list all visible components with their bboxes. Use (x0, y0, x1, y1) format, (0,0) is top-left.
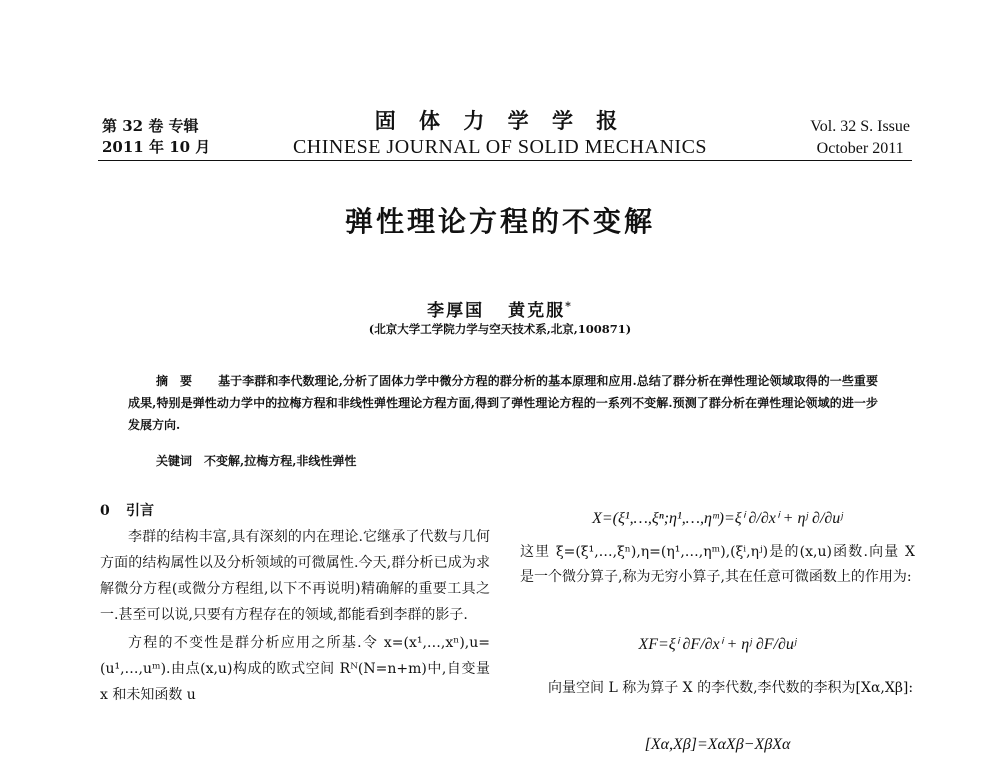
keywords-label: 关键词 (156, 454, 193, 468)
abstract-text: 基于李群和李代数理论,分析了固体力学中微分方程的群分析的基本原理和应用.总结了群分析在弹性理论领域取得的一些重要成果,特别是弹性动力学中的拉梅方程和非线性弹性理论方程方面,得到了弹性理论方程的一系列不变解.预测了群分析在弹性理论领域的进一步发展方向. (128, 374, 878, 432)
header-rule (98, 160, 912, 161)
keywords-text: 不变解,拉梅方程,非线性弹性 (204, 454, 357, 468)
paper-title: 弹性理论方程的不变解 (344, 205, 655, 238)
keywords (128, 450, 878, 472)
left-column (100, 500, 490, 708)
journal-name-en: CHINESE JOURNAL OF SOLID MECHANICS (292, 136, 708, 158)
journal-volume-info-en (810, 116, 910, 160)
body-paragraph: 这里 ξ=(ξ¹,…,ξⁿ),η=(η¹,…,ηᵐ),(ξⁱ,ηʲ)是的(x,u)函数.向量 X 是一个微分算子,称为无穷小算子,其在任意可微函数上的作用为: (520, 544, 915, 585)
volume-issue-en: Vol. 32 S. Issue (810, 118, 910, 135)
section-title: 引言 (126, 503, 154, 519)
journal-name-cn: 固 体 力 学 学 报 (374, 108, 626, 133)
publication-date-en: October 2011 (816, 140, 904, 157)
author-name: 黄克服 (508, 301, 566, 321)
author-list (0, 296, 1000, 321)
affiliation: (北京大学工学院力学与空天技术系,北京,100871) (368, 322, 632, 336)
body-paragraph: 李群的结构丰富,具有深刻的内在理论.它继承了代数与几何方面的结构属性以及分析领域的可微属性.今天,群分析已成为求解微分方程(或微分方程组,以下不再说明)精确解的重要工具之一.甚至可以说,只要有方程存在的领域,都能看到李群的影子. (100, 529, 490, 623)
body-paragraph: 向量空间 L 称为算子 X 的李代数,李代数的李积为[Xα,Xβ]: (548, 680, 914, 696)
equation-operator-x: X=(ξ¹,…,ξⁿ;η¹,…,ηᵐ)=ξⁱ ∂/∂xⁱ + ηʲ ∂/∂uʲ (592, 510, 843, 527)
equation-xf: XF=ξⁱ ∂F/∂xⁱ + ηʲ ∂F/∂uʲ (638, 636, 797, 653)
journal-volume-info (102, 116, 210, 158)
equation-lie-bracket: [Xα,Xβ]=XαXβ−XβXα (644, 736, 791, 753)
volume-issue: 第 32 卷 专辑 (102, 117, 199, 135)
body-paragraph: 方程的不变性是群分析应用之所基.令 x=(x¹,…,xⁿ),u=(u¹,…,uᵐ).由点(x,u)构成的欧式空间 Rᴺ(N=n+m)中,自变量 x 和未知函数 u (100, 635, 490, 703)
abstract-label: 摘要 (156, 374, 205, 388)
corresponding-author-mark: * (565, 299, 573, 313)
author-name: 李厚国 (427, 301, 485, 321)
journal-name (275, 108, 725, 160)
section-number: 0 (100, 503, 110, 519)
abstract (128, 370, 878, 436)
section-heading (100, 500, 490, 522)
publication-date-cn: 2011 年 10 月 (102, 138, 211, 156)
